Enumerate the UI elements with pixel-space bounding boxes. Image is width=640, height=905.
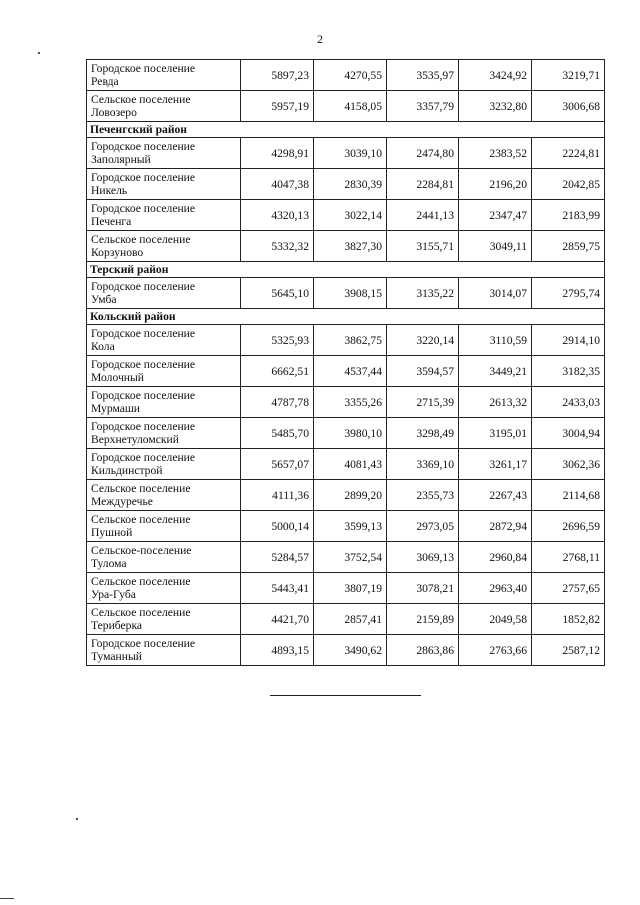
- value-cell: 2183,99: [532, 200, 605, 231]
- value-cell: 2347,47: [459, 200, 532, 231]
- value-cell: 3219,71: [532, 60, 605, 91]
- value-cell: 2960,84: [459, 542, 532, 573]
- value-cell: 2049,58: [459, 604, 532, 635]
- settlement-name-cell: [87, 604, 241, 635]
- value-cell: 3369,10: [387, 449, 459, 480]
- settlement-name: Кола: [91, 340, 115, 353]
- table-row: [87, 449, 605, 480]
- settlement-name-cell: [87, 138, 241, 169]
- settlement-type: Сельское поселение: [91, 513, 191, 526]
- settlement-name-cell: [87, 200, 241, 231]
- value-cell: 2383,52: [459, 138, 532, 169]
- settlement-name: Кильдинстрой: [91, 464, 163, 477]
- value-cell: 3357,79: [387, 91, 459, 122]
- settlement-name: Пушной: [91, 526, 133, 539]
- value-cell: 2159,89: [387, 604, 459, 635]
- page-number: 2: [317, 32, 323, 46]
- settlement-name-cell: [87, 573, 241, 604]
- settlement-type: Городское поселение: [91, 358, 196, 371]
- settlement-type: Сельское-поселение: [91, 544, 192, 557]
- value-cell: 6662,51: [241, 356, 314, 387]
- value-cell: 2696,59: [532, 511, 605, 542]
- value-cell: 2474,80: [387, 138, 459, 169]
- value-cell: 4111,36: [241, 480, 314, 511]
- value-cell: 3594,57: [387, 356, 459, 387]
- table-body: [87, 60, 605, 666]
- value-cell: 4320,13: [241, 200, 314, 231]
- value-cell: 3355,26: [314, 387, 387, 418]
- value-cell: 4537,44: [314, 356, 387, 387]
- value-cell: 5957,19: [241, 91, 314, 122]
- value-cell: 3862,75: [314, 325, 387, 356]
- value-cell: 5645,10: [241, 278, 314, 309]
- district-header-row: [87, 309, 605, 325]
- value-cell: 2830,39: [314, 169, 387, 200]
- district-title: Кольский район: [87, 309, 605, 325]
- district-title: Печенгский район: [87, 122, 605, 138]
- settlement-name-cell: [87, 511, 241, 542]
- value-cell: 3980,10: [314, 418, 387, 449]
- district-header-row: [87, 122, 605, 138]
- settlement-name: Ура-Губа: [91, 588, 136, 601]
- value-cell: 3490,62: [314, 635, 387, 666]
- value-cell: 3110,59: [459, 325, 532, 356]
- value-cell: 3195,01: [459, 418, 532, 449]
- settlement-name-cell: [87, 418, 241, 449]
- value-cell: 3827,30: [314, 231, 387, 262]
- settlement-type: Городское поселение: [91, 637, 196, 650]
- value-cell: 2224,81: [532, 138, 605, 169]
- value-cell: 2715,39: [387, 387, 459, 418]
- value-cell: 2355,73: [387, 480, 459, 511]
- value-cell: 5443,41: [241, 573, 314, 604]
- value-cell: 2196,20: [459, 169, 532, 200]
- value-cell: 2267,43: [459, 480, 532, 511]
- value-cell: 3014,07: [459, 278, 532, 309]
- settlement-name: Заполярный: [91, 153, 151, 166]
- value-cell: 2757,65: [532, 573, 605, 604]
- value-cell: 5657,07: [241, 449, 314, 480]
- table-row: [87, 200, 605, 231]
- value-cell: 3006,68: [532, 91, 605, 122]
- settlement-name-cell: [87, 449, 241, 480]
- table-row: [87, 325, 605, 356]
- settlement-name: Тулома: [91, 557, 127, 570]
- value-cell: 2914,10: [532, 325, 605, 356]
- settlement-name-cell: [87, 542, 241, 573]
- settlement-name-cell: [87, 231, 241, 262]
- value-cell: 3182,35: [532, 356, 605, 387]
- settlement-name: Ловозеро: [91, 106, 137, 119]
- settlement-name: Верхнетуломский: [91, 433, 179, 446]
- settlement-name-cell: [87, 278, 241, 309]
- table-row: [87, 635, 605, 666]
- settlement-name-cell: [87, 169, 241, 200]
- value-cell: 2587,12: [532, 635, 605, 666]
- value-cell: 4047,38: [241, 169, 314, 200]
- value-cell: 3069,13: [387, 542, 459, 573]
- settlement-name: Умба: [91, 293, 117, 306]
- table-row: [87, 480, 605, 511]
- settlement-type: Городское поселение: [91, 202, 196, 215]
- value-cell: 3535,97: [387, 60, 459, 91]
- settlement-name-cell: [87, 480, 241, 511]
- value-cell: 3298,49: [387, 418, 459, 449]
- settlement-name: Печенга: [91, 215, 132, 228]
- settlement-name: Туманный: [91, 650, 142, 663]
- value-cell: 3261,17: [459, 449, 532, 480]
- value-cell: 3004,94: [532, 418, 605, 449]
- settlement-type: Городское поселение: [91, 420, 196, 433]
- settlement-type: Сельское поселение: [91, 575, 191, 588]
- settlement-name: Междуречье: [91, 495, 153, 508]
- value-cell: 2114,68: [532, 480, 605, 511]
- value-cell: 3039,10: [314, 138, 387, 169]
- settlement-type: Городское поселение: [91, 280, 196, 293]
- value-cell: 2284,81: [387, 169, 459, 200]
- value-cell: 3155,71: [387, 231, 459, 262]
- value-cell: 2857,41: [314, 604, 387, 635]
- value-cell: 4421,70: [241, 604, 314, 635]
- value-cell: 3078,21: [387, 573, 459, 604]
- settlement-name: Никель: [91, 184, 128, 197]
- table-row: [87, 60, 605, 91]
- value-cell: 4270,55: [314, 60, 387, 91]
- district-title: Терский район: [87, 262, 605, 278]
- value-cell: 5332,32: [241, 231, 314, 262]
- scan-corner-mark: [0, 898, 14, 899]
- value-cell: 3599,13: [314, 511, 387, 542]
- settlement-type: Сельское поселение: [91, 482, 191, 495]
- value-cell: 4081,43: [314, 449, 387, 480]
- settlement-type: Городское поселение: [91, 389, 196, 402]
- table-row: [87, 604, 605, 635]
- value-cell: 3062,36: [532, 449, 605, 480]
- value-cell: 3752,54: [314, 542, 387, 573]
- value-cell: 2441,13: [387, 200, 459, 231]
- value-cell: 2763,66: [459, 635, 532, 666]
- value-cell: 2963,40: [459, 573, 532, 604]
- value-cell: 3449,21: [459, 356, 532, 387]
- value-cell: 4787,78: [241, 387, 314, 418]
- table-row: [87, 138, 605, 169]
- value-cell: 3807,19: [314, 573, 387, 604]
- value-cell: 2973,05: [387, 511, 459, 542]
- settlement-type: Сельское поселение: [91, 606, 191, 619]
- settlement-name: Териберка: [91, 619, 143, 632]
- scan-speck: [76, 818, 78, 820]
- value-cell: 5000,14: [241, 511, 314, 542]
- settlement-type: Сельское поселение: [91, 233, 191, 246]
- table-row: [87, 542, 605, 573]
- table-row: [87, 278, 605, 309]
- value-cell: 5325,93: [241, 325, 314, 356]
- settlement-name-cell: [87, 356, 241, 387]
- settlement-type: Городское поселение: [91, 451, 196, 464]
- value-cell: 5897,23: [241, 60, 314, 91]
- settlement-type: Городское поселение: [91, 62, 196, 75]
- value-cell: 2768,11: [532, 542, 605, 573]
- table-row: [87, 511, 605, 542]
- value-cell: 1852,82: [532, 604, 605, 635]
- settlement-name: Молочный: [91, 371, 144, 384]
- table-row: [87, 231, 605, 262]
- settlement-type: Сельское поселение: [91, 93, 191, 106]
- value-cell: 2042,85: [532, 169, 605, 200]
- settlement-type: Городское поселение: [91, 171, 196, 184]
- value-cell: 2859,75: [532, 231, 605, 262]
- value-cell: 2899,20: [314, 480, 387, 511]
- settlement-values-table: [86, 59, 605, 666]
- value-cell: 3049,11: [459, 231, 532, 262]
- value-cell: 3135,22: [387, 278, 459, 309]
- table-row: [87, 573, 605, 604]
- value-cell: 2433,03: [532, 387, 605, 418]
- value-cell: 5284,57: [241, 542, 314, 573]
- settlement-name-cell: [87, 91, 241, 122]
- settlement-name-cell: [87, 635, 241, 666]
- settlement-name-cell: [87, 387, 241, 418]
- value-cell: 4298,91: [241, 138, 314, 169]
- value-cell: 3232,80: [459, 91, 532, 122]
- closing-rule-line: [270, 695, 421, 696]
- table-row: [87, 169, 605, 200]
- settlement-name: Корзуново: [91, 246, 144, 259]
- settlement-type: Городское поселение: [91, 327, 196, 340]
- settlement-name: Мурмаши: [91, 402, 140, 415]
- district-header-row: [87, 262, 605, 278]
- table-row: [87, 387, 605, 418]
- value-cell: 5485,70: [241, 418, 314, 449]
- settlement-name-cell: [87, 325, 241, 356]
- table-row: [87, 356, 605, 387]
- value-cell: 3022,14: [314, 200, 387, 231]
- value-cell: 3424,92: [459, 60, 532, 91]
- value-cell: 4158,05: [314, 91, 387, 122]
- scan-speck: [38, 52, 40, 54]
- value-cell: 3220,14: [387, 325, 459, 356]
- settlement-name-cell: [87, 60, 241, 91]
- settlement-type: Городское поселение: [91, 140, 196, 153]
- table-row: [87, 418, 605, 449]
- value-cell: 2872,94: [459, 511, 532, 542]
- table-row: [87, 91, 605, 122]
- value-cell: 3908,15: [314, 278, 387, 309]
- value-cell: 2795,74: [532, 278, 605, 309]
- value-cell: 4893,15: [241, 635, 314, 666]
- value-cell: 2863,86: [387, 635, 459, 666]
- value-cell: 2613,32: [459, 387, 532, 418]
- settlement-name: Ревда: [91, 75, 119, 88]
